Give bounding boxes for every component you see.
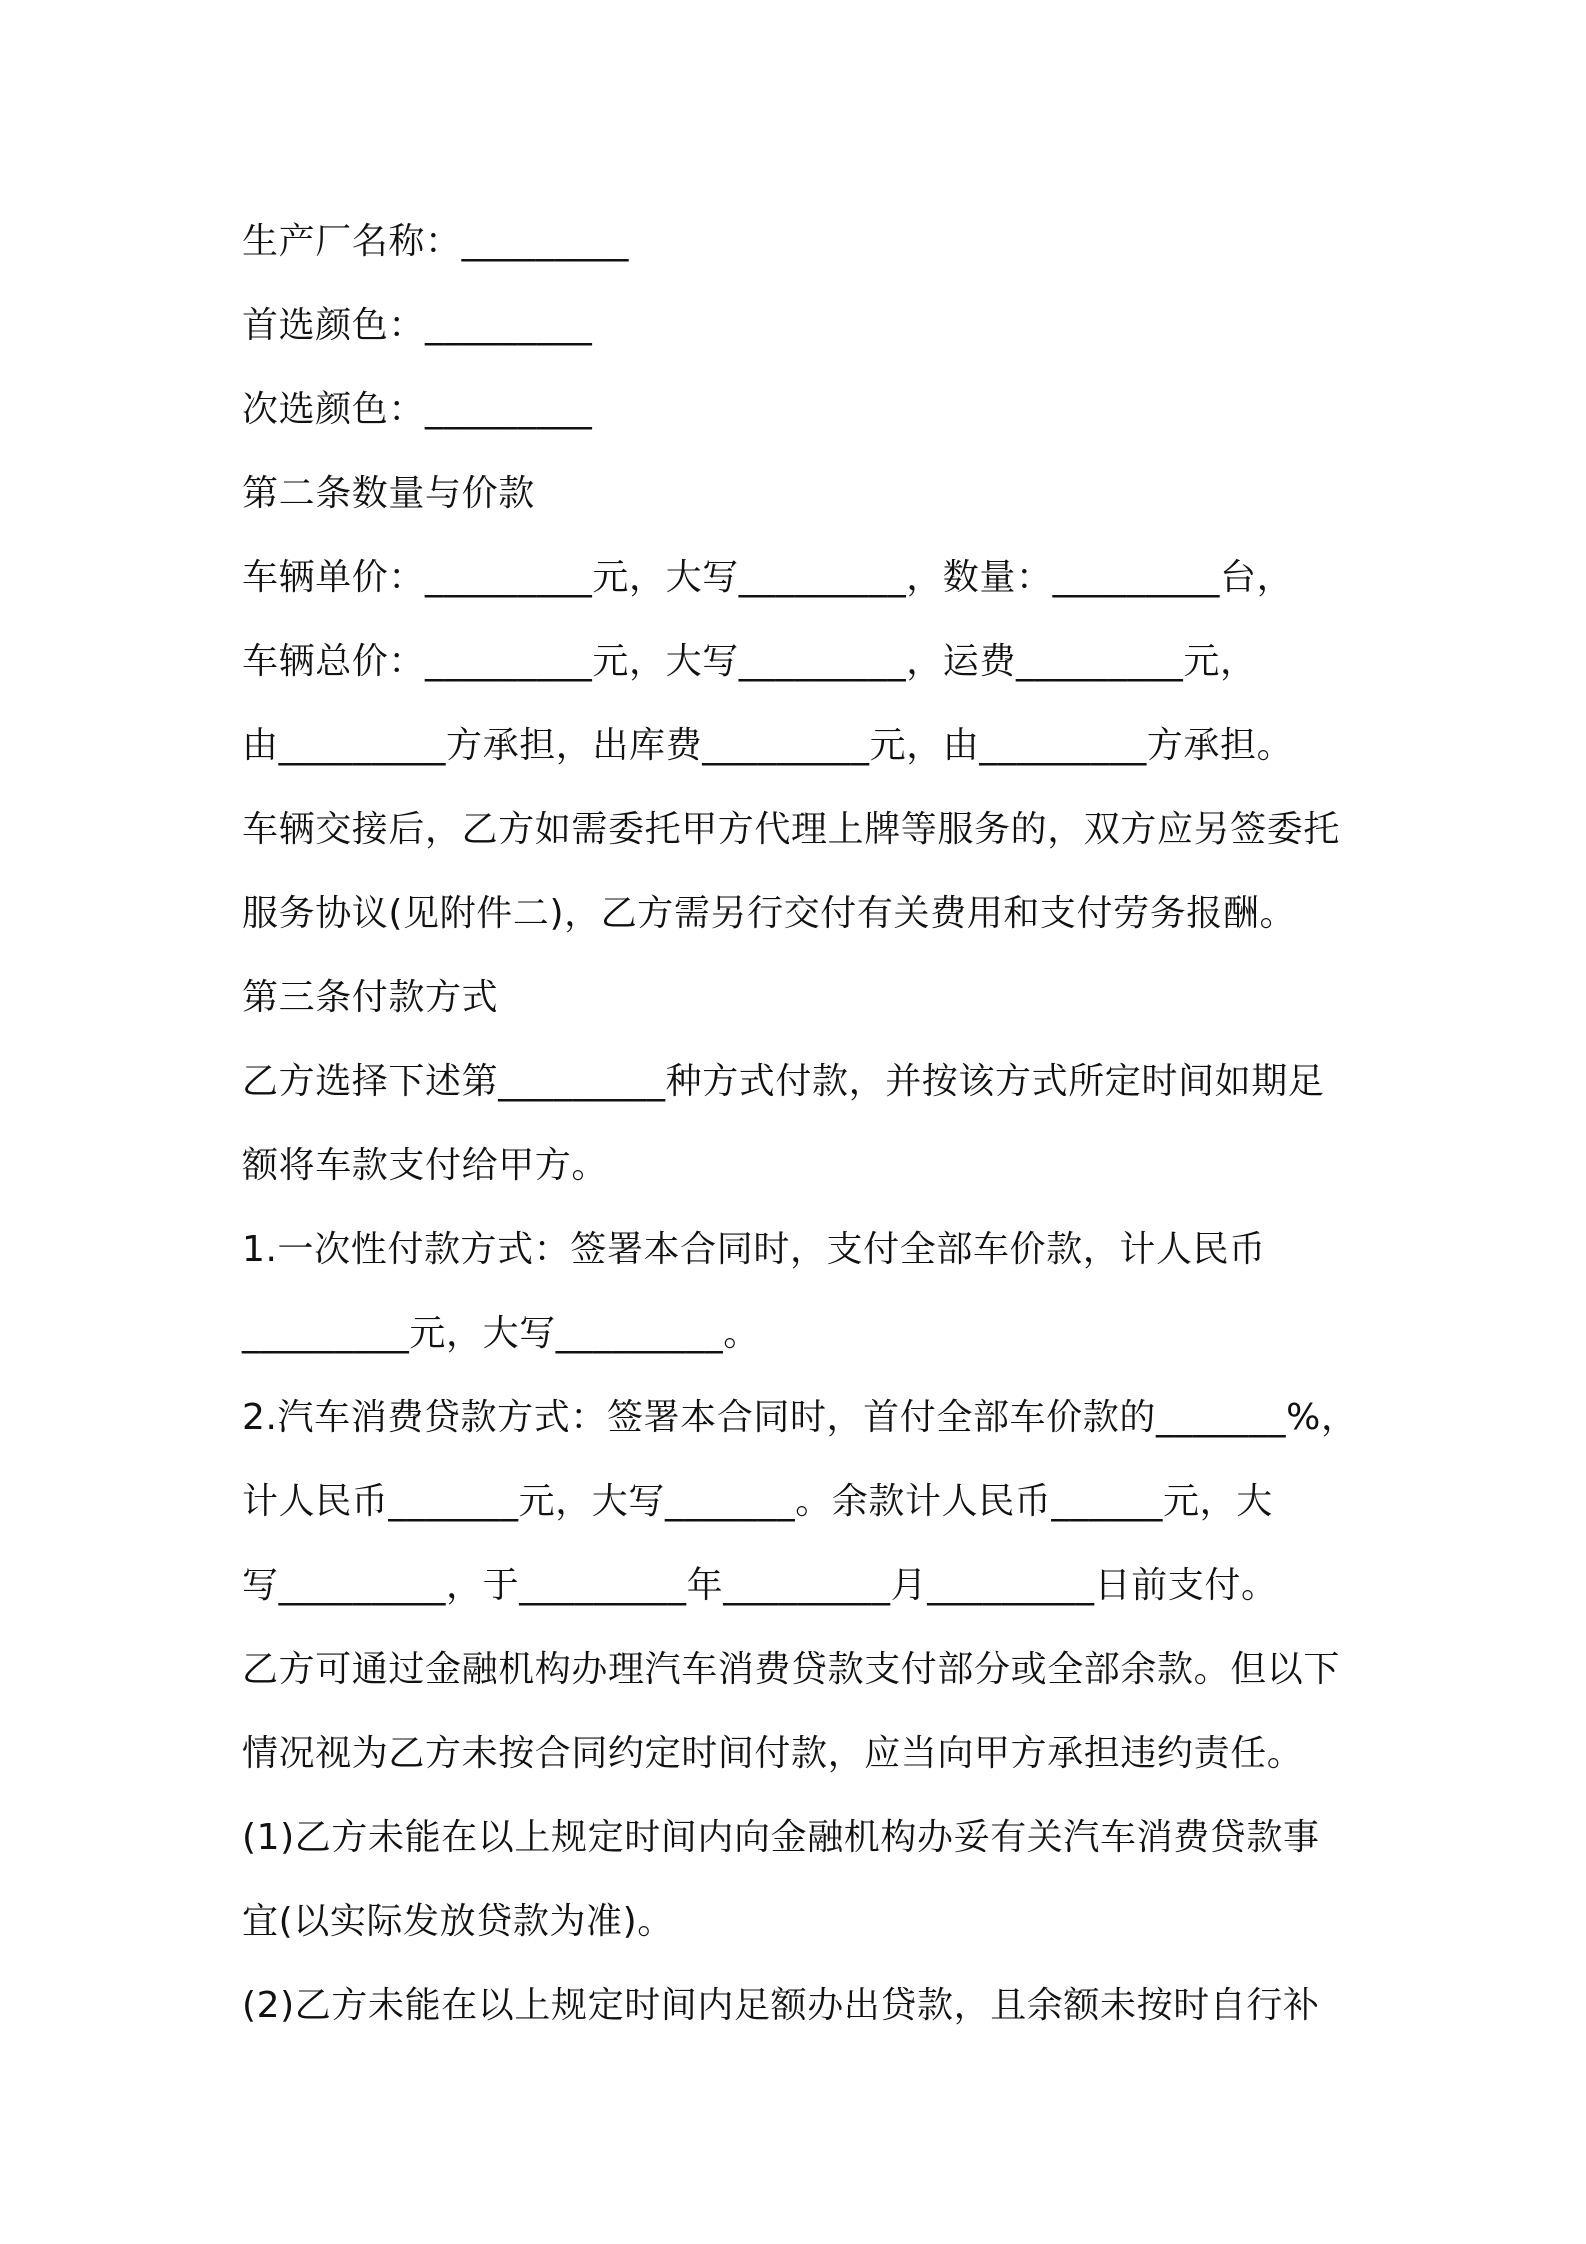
text-line: 乙方选择下述第_________种方式付款，并按该方式所定时间如期足 (242, 1061, 1325, 1102)
text-line: 车辆单价：_________元，大写_________，数量：_________台， (242, 557, 1294, 598)
contract-text (242, 200, 1362, 2048)
section-heading: 第二条数量与价款 (242, 473, 535, 514)
text-line: 生产厂名称：_________ (242, 221, 629, 262)
text-line: 由_________方承担，出库费_________元，由_________方承担。 (242, 725, 1294, 766)
text-line: 车辆总价：_________元，大写_________，运费_________元， (242, 641, 1257, 682)
text-line: 乙方可通过金融机构办理汽车消费贷款支付部分或全部余款。但以下 (242, 1649, 1341, 1690)
text-line: 首选颜色：_________ (242, 305, 593, 346)
text-line: 写_________，于_________年_________月_________日前支付。 (242, 1565, 1278, 1606)
text-line: 车辆交接后，乙方如需委托甲方代理上牌等服务的，双方应另签委托 (242, 809, 1341, 850)
text-line: 服务协议(见附件二)，乙方需另行交付有关费用和支付劳务报酬。 (242, 893, 1297, 934)
section-heading: 第三条付款方式 (242, 977, 499, 1018)
text-line: 计人民币_______元，大写_______。余款计人民币______元，大 (242, 1481, 1273, 1522)
text-line: 次选颜色：_________ (242, 389, 593, 430)
text-line: 额将车款支付给甲方。 (242, 1145, 609, 1186)
text-line: (1)乙方未能在以上规定时间内向金融机构办妥有关汽车消费贷款事 (242, 1817, 1320, 1858)
text-line: 1.一次性付款方式：签署本合同时，支付全部车价款，计人民币 (242, 1229, 1266, 1270)
text-line: 情况视为乙方未按合同约定时间付款，应当向甲方承担违约责任。 (242, 1733, 1304, 1774)
text-line: 宜(以实际发放贷款为准)。 (242, 1901, 674, 1942)
text-line: 2.汽车消费贷款方式：签署本合同时，首付全部车价款的_______%， (242, 1397, 1358, 1438)
text-line: _________元，大写_________。 (242, 1313, 760, 1354)
text-line: (2)乙方未能在以上规定时间内足额办出贷款，且余额未按时自行补 (242, 1985, 1320, 2026)
